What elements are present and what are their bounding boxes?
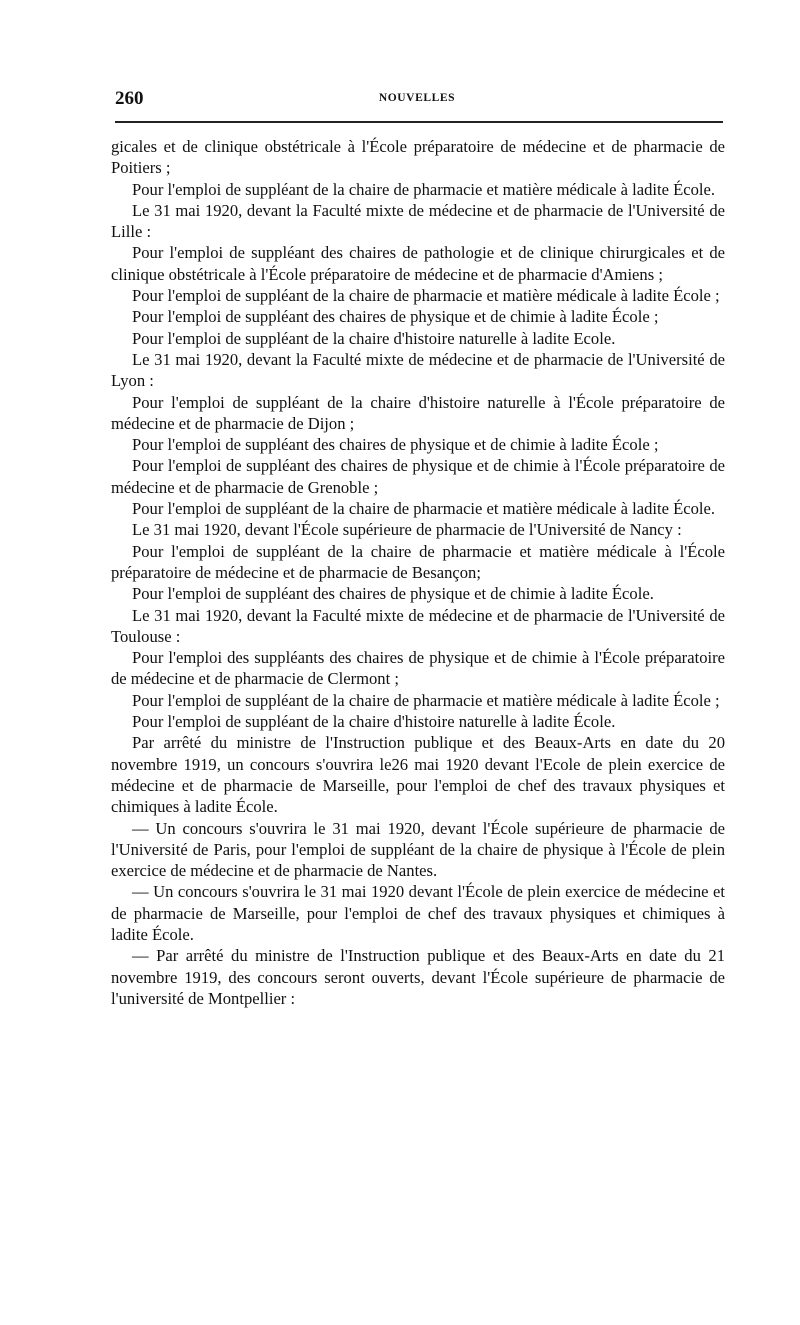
body-text	[111, 136, 725, 1009]
paragraph: gicales et de clinique obstétricale à l'École préparatoire de médecine et de pharmacie de Poitiers ;	[111, 137, 725, 178]
paragraph: Pour l'emploi de suppléant des chaires de physique et de chimie à l'École préparatoire de médecine et de pharmacie de Grenoble ;	[111, 456, 725, 497]
paragraph: Le 31 mai 1920, devant la Faculté mixte de médecine et de pharmacie de l'Université de Lille :	[111, 200, 725, 242]
paragraph: Pour l'emploi de suppléant de la chaire de pharmacie et matière médicale à ladite École.	[132, 499, 716, 519]
paragraph: Pour l'emploi de suppléant de la chaire d'histoire naturelle à ladite École.	[132, 712, 616, 732]
paragraph: Pour l'emploi de suppléant de la chaire de pharmacie et matière médicale à ladite École.	[132, 179, 716, 199]
paragraph: Pour l'emploi de suppléant des chaires de physique et de chimie à ladite École ;	[132, 307, 659, 327]
paragraph: — Un concours s'ouvrira le 31 mai 1920 devant l'École de plein exercice de médecine et de pharmacie de Marseille, pour l'emploi de chef des travaux physiques et chimiques à ladite École.	[111, 882, 725, 944]
paragraph: Pour l'emploi de suppléant des chaires de physique et de chimie à ladite École ;	[132, 435, 659, 455]
paragraph: Pour l'emploi de suppléant de la chaire de pharmacie et matière médicale à ladite École ;	[132, 690, 720, 710]
paragraph: Par arrêté du ministre de l'Instruction publique et des Beaux-Arts en date du 20 novembre 1919, un concours s'ouvrira le26 mai 1920 devant l'Ecole de plein exercice de médecine et de pharmacie de Marseille, pour l'emploi de chef des travaux physiques et chimiques à ladite École.	[111, 733, 725, 817]
paragraph: Pour l'emploi de suppléant de la chaire de pharmacie et matière médicale à ladite École ;	[132, 286, 720, 306]
running-title: NOUVELLES	[378, 92, 456, 104]
page-number: 260	[115, 88, 144, 109]
paragraph: Le 31 mai 1920, devant la Faculté mixte de médecine et de pharmacie de l'Université de Toulouse :	[111, 605, 725, 646]
header-rule	[115, 121, 723, 123]
paragraph: Pour l'emploi de suppléant des chaires de pathologie et de clinique chirurgicales et de clinique obstétricale à l'École préparatoire de médecine et de pharmacie d'Amiens ;	[111, 243, 725, 284]
paragraph: Le 31 mai 1920, devant la Faculté mixte de médecine et de pharmacie de l'Université de Lyon :	[111, 349, 725, 391]
paragraph: — Un concours s'ouvrira le 31 mai 1920, devant l'École supérieure de pharmacie de l'Université de Paris, pour l'emploi de suppléant de la chaire de physique à l'École de plein exercice de médecine et de pharmacie de Nantes.	[111, 818, 725, 881]
paragraph: Pour l'emploi de suppléant de la chaire de pharmacie et matière médicale à l'École préparatoire de médecine et de pharmacie de Besançon;	[111, 541, 725, 582]
paragraph: Pour l'emploi des suppléants des chaires de physique et de chimie à l'École préparatoire de médecine et de pharmacie de Clermont ;	[111, 648, 725, 689]
paragraph: Pour l'emploi de suppléant de la chaire d'histoire naturelle à l'École préparatoire de médecine et de pharmacie de Dijon ;	[111, 392, 725, 433]
paragraph: — Par arrêté du ministre de l'Instruction publique et des Beaux-Arts en date du 21 novembre 1919, des concours seront ouverts, devant l'École supérieure de pharmacie de l'université de Montpellier :	[111, 946, 725, 1008]
paragraph: Le 31 mai 1920, devant l'École supérieure de pharmacie de l'Université de Nancy :	[132, 520, 682, 540]
paragraph: Pour l'emploi de suppléant de la chaire d'histoire naturelle à ladite Ecole.	[132, 328, 616, 348]
paragraph: Pour l'emploi de suppléant des chaires de physique et de chimie à ladite École.	[132, 584, 654, 604]
page-header	[111, 86, 723, 114]
